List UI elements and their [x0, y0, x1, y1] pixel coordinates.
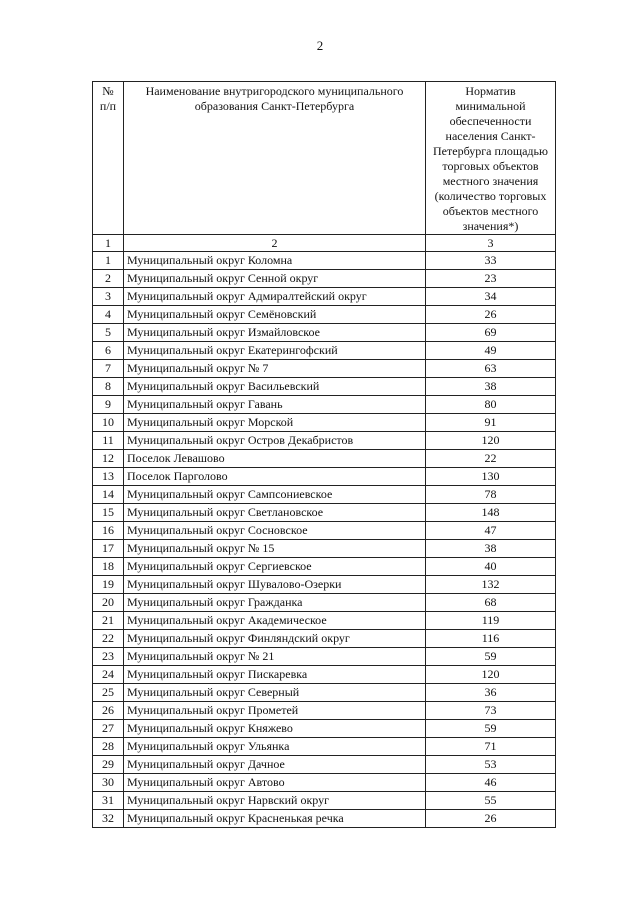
table-row [93, 702, 556, 720]
municipality-name-cell: Муниципальный округ Академическое [124, 612, 426, 630]
norm-value-cell: 91 [426, 414, 556, 432]
municipality-name-cell: Муниципальный округ Сергиевское [124, 558, 426, 576]
row-number-cell: 24 [93, 666, 124, 684]
norm-value-cell: 59 [426, 648, 556, 666]
row-number-cell: 10 [93, 414, 124, 432]
table-row [93, 360, 556, 378]
municipality-name-cell: Муниципальный округ Измайловское [124, 324, 426, 342]
norm-value-cell: 47 [426, 522, 556, 540]
row-number-cell: 8 [93, 378, 124, 396]
table-row [93, 306, 556, 324]
municipality-name-cell: Муниципальный округ Дачное [124, 756, 426, 774]
table-row [93, 540, 556, 558]
municipality-name-cell: Муниципальный округ Светлановское [124, 504, 426, 522]
municipality-name-cell: Муниципальный округ Васильевский [124, 378, 426, 396]
municipality-name-cell: Муниципальный округ Гавань [124, 396, 426, 414]
municipality-name-cell: Муниципальный округ Адмиралтейский округ [124, 288, 426, 306]
header-norm-value: Норматив минимальной обеспеченности населения Санкт-Петербурга площадью торговых объектов местного значения (количество торговых объектов местного значения*) [426, 82, 556, 235]
municipality-name-cell: Муниципальный округ Коломна [124, 252, 426, 270]
row-number-cell: 22 [93, 630, 124, 648]
row-number-cell: 32 [93, 810, 124, 828]
municipality-name-cell: Муниципальный округ Княжево [124, 720, 426, 738]
municipality-name-cell: Муниципальный округ № 7 [124, 360, 426, 378]
row-number-cell: 1 [93, 252, 124, 270]
row-number-cell: 12 [93, 450, 124, 468]
table-row [93, 468, 556, 486]
municipality-name-cell: Муниципальный округ Северный [124, 684, 426, 702]
table-row [93, 288, 556, 306]
norm-value-cell: 148 [426, 504, 556, 522]
norm-value-cell: 53 [426, 756, 556, 774]
municipality-name-cell: Муниципальный округ № 21 [124, 648, 426, 666]
municipality-name-cell: Муниципальный округ Автово [124, 774, 426, 792]
norm-value-cell: 119 [426, 612, 556, 630]
table-row [93, 810, 556, 828]
norm-value-cell: 33 [426, 252, 556, 270]
norm-value-cell: 23 [426, 270, 556, 288]
row-number-cell: 9 [93, 396, 124, 414]
norm-value-cell: 38 [426, 540, 556, 558]
table-row [93, 414, 556, 432]
norm-value-cell: 34 [426, 288, 556, 306]
table-row [93, 756, 556, 774]
table-row [93, 396, 556, 414]
row-number-cell: 21 [93, 612, 124, 630]
row-number-cell: 13 [93, 468, 124, 486]
municipality-name-cell: Муниципальный округ Красненькая речка [124, 810, 426, 828]
row-number-cell: 5 [93, 324, 124, 342]
row-number-cell: 18 [93, 558, 124, 576]
table-row [93, 342, 556, 360]
norm-value-cell: 78 [426, 486, 556, 504]
norm-value-cell: 26 [426, 306, 556, 324]
row-number-cell: 29 [93, 756, 124, 774]
municipality-name-cell: Муниципальный округ Ульянка [124, 738, 426, 756]
row-number-cell: 4 [93, 306, 124, 324]
row-number-cell: 7 [93, 360, 124, 378]
row-number-cell: 25 [93, 684, 124, 702]
column-index: 3 [426, 235, 556, 252]
norm-table [92, 81, 556, 828]
table-row [93, 774, 556, 792]
row-number-cell: 6 [93, 342, 124, 360]
norm-value-cell: 40 [426, 558, 556, 576]
norm-value-cell: 55 [426, 792, 556, 810]
municipality-name-cell: Муниципальный округ № 15 [124, 540, 426, 558]
row-number-cell: 31 [93, 792, 124, 810]
table-row [93, 378, 556, 396]
municipality-name-cell: Муниципальный округ Прометей [124, 702, 426, 720]
row-number-cell: 17 [93, 540, 124, 558]
row-number-cell: 14 [93, 486, 124, 504]
row-number-cell: 11 [93, 432, 124, 450]
table-row [93, 558, 556, 576]
municipality-name-cell: Муниципальный округ Финляндский округ [124, 630, 426, 648]
municipality-name-cell: Муниципальный округ Семёновский [124, 306, 426, 324]
table-row [93, 522, 556, 540]
row-number-cell: 15 [93, 504, 124, 522]
table-row [93, 648, 556, 666]
norm-value-cell: 63 [426, 360, 556, 378]
table-row [93, 612, 556, 630]
row-number-cell: 16 [93, 522, 124, 540]
norm-value-cell: 120 [426, 432, 556, 450]
table-row [93, 504, 556, 522]
norm-value-cell: 80 [426, 396, 556, 414]
column-index: 1 [93, 235, 124, 252]
row-number-cell: 26 [93, 702, 124, 720]
norm-value-cell: 68 [426, 594, 556, 612]
table-row [93, 576, 556, 594]
municipality-name-cell: Поселок Парголово [124, 468, 426, 486]
table-row [93, 666, 556, 684]
table-header-row [93, 82, 556, 235]
norm-value-cell: 38 [426, 378, 556, 396]
municipality-name-cell: Муниципальный округ Сампсониевское [124, 486, 426, 504]
norm-value-cell: 36 [426, 684, 556, 702]
municipality-name-cell: Муниципальный округ Пискаревка [124, 666, 426, 684]
municipality-name-cell: Муниципальный округ Остров Декабристов [124, 432, 426, 450]
norm-value-cell: 71 [426, 738, 556, 756]
row-number-cell: 23 [93, 648, 124, 666]
column-index-row [93, 235, 556, 252]
row-number-cell: 2 [93, 270, 124, 288]
header-number: № п/п [93, 82, 124, 235]
row-number-cell: 19 [93, 576, 124, 594]
row-number-cell: 27 [93, 720, 124, 738]
table-row [93, 252, 556, 270]
norm-value-cell: 132 [426, 576, 556, 594]
table-row [93, 684, 556, 702]
row-number-cell: 30 [93, 774, 124, 792]
row-number-cell: 3 [93, 288, 124, 306]
table-row [93, 324, 556, 342]
table-row [93, 630, 556, 648]
table-row [93, 270, 556, 288]
table-row [93, 432, 556, 450]
norm-value-cell: 26 [426, 810, 556, 828]
municipality-name-cell: Поселок Левашово [124, 450, 426, 468]
norm-value-cell: 73 [426, 702, 556, 720]
municipality-name-cell: Муниципальный округ Сенной округ [124, 270, 426, 288]
table-row [93, 792, 556, 810]
norm-value-cell: 59 [426, 720, 556, 738]
table-row [93, 738, 556, 756]
column-index: 2 [124, 235, 426, 252]
table-row [93, 594, 556, 612]
norm-value-cell: 120 [426, 666, 556, 684]
table-row [93, 486, 556, 504]
municipality-name-cell: Муниципальный округ Екатерингофский [124, 342, 426, 360]
row-number-cell: 20 [93, 594, 124, 612]
municipality-name-cell: Муниципальный округ Сосновское [124, 522, 426, 540]
municipality-name-cell: Муниципальный округ Гражданка [124, 594, 426, 612]
page-number: 2 [316, 38, 324, 53]
municipality-name-cell: Муниципальный округ Нарвский округ [124, 792, 426, 810]
header-municipality-name: Наименование внутригородского муниципального образования Санкт-Петербурга [124, 82, 426, 235]
norm-value-cell: 116 [426, 630, 556, 648]
norm-value-cell: 69 [426, 324, 556, 342]
table-row [93, 450, 556, 468]
norm-value-cell: 130 [426, 468, 556, 486]
municipality-name-cell: Муниципальный округ Морской [124, 414, 426, 432]
norm-value-cell: 49 [426, 342, 556, 360]
row-number-cell: 28 [93, 738, 124, 756]
norm-value-cell: 46 [426, 774, 556, 792]
table-row [93, 720, 556, 738]
norm-value-cell: 22 [426, 450, 556, 468]
municipality-name-cell: Муниципальный округ Шувалово-Озерки [124, 576, 426, 594]
